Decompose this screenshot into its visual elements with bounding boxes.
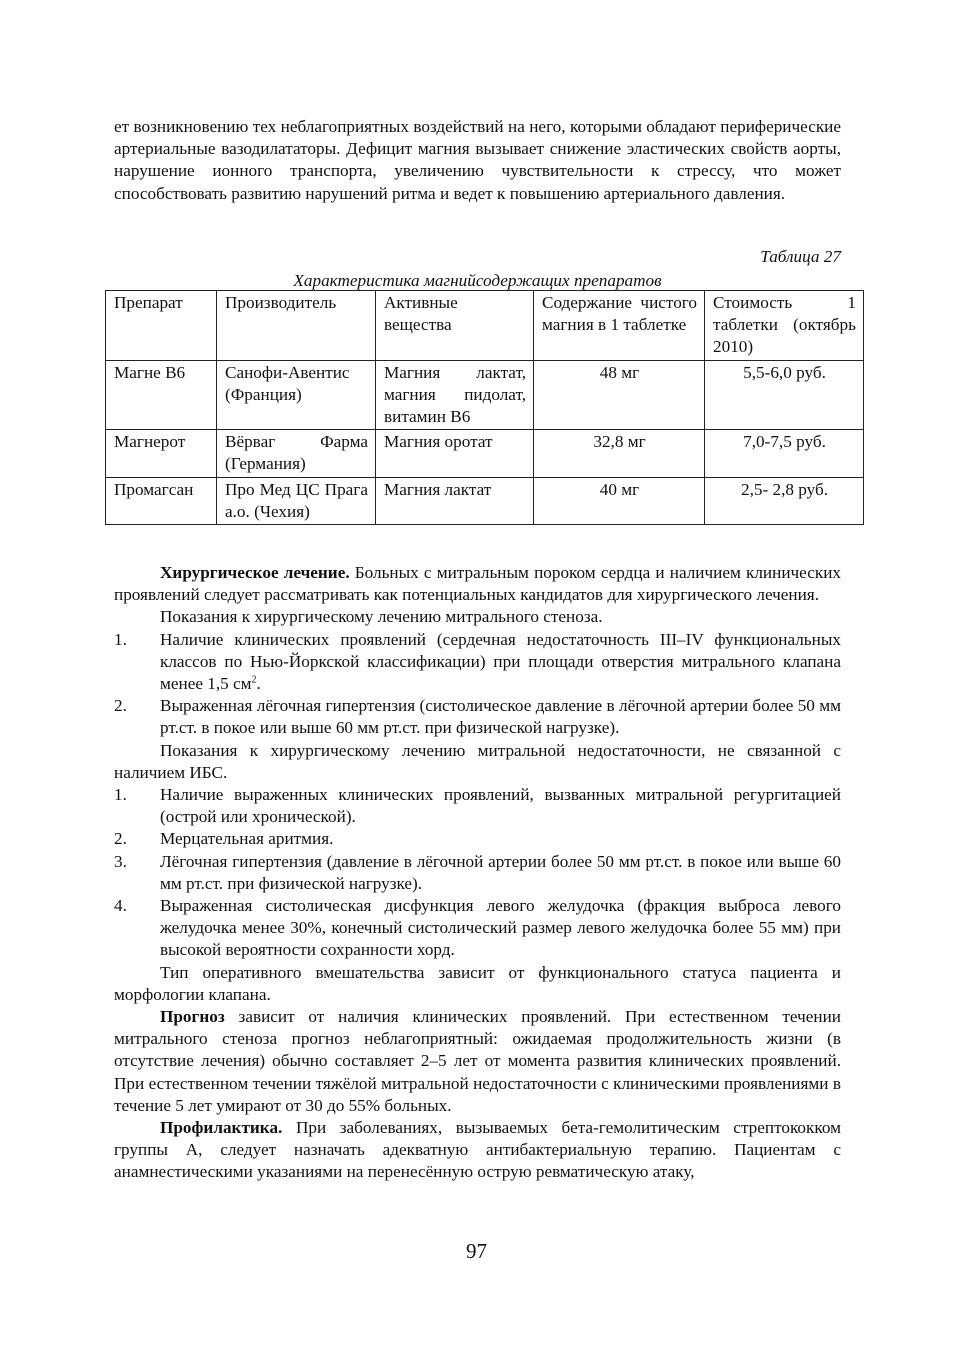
list-text: Выраженная систолическая дисфункция левого желудочка (фракция выброса левого желудочка менее 30%, конечный систолический размер левого желудочка более 55 мм) при высокой вероятности сохранности хорд. <box>160 896 841 960</box>
table-title: Характеристика магнийсодержащих препаратов <box>293 271 662 290</box>
list-item <box>114 629 841 696</box>
table-cell: Магния лактат, магния пидолат, витамин В6 <box>376 360 534 430</box>
list-text: Наличие выраженных клинических проявлений, вызванных митральной регургитацией (острой или хронической). <box>160 785 841 827</box>
table-cell: 5,5-6,0 руб. <box>705 360 864 430</box>
list-item <box>114 784 841 828</box>
table-cell: Магне В6 <box>106 360 217 430</box>
intro-paragraph: ет возникновению тех неблагоприятных воздействий на него, которыми обладают периферические артериальные вазодилататоры. Дефицит магния вызывает снижение эластических свойств аорты, нарушение ионного транспорта, увеличению чувствительности к стрессу, что может способствовать развитию нарушений ритма и ведет к повышению артериального давления. <box>114 117 841 203</box>
table-cell: Промагсан <box>106 477 217 524</box>
table-row <box>106 430 864 477</box>
list-number: 2. <box>114 696 127 716</box>
list-number: 2. <box>114 829 127 849</box>
prognosis-heading: Прогноз <box>160 1007 225 1027</box>
table-cell: 48 мг <box>534 360 705 430</box>
header-cell: Содержание чистого магния в 1 таблетке <box>534 291 705 361</box>
list-item <box>114 695 841 739</box>
table-cell: Вёрваг Фарма (Германия) <box>217 430 376 477</box>
intro-block <box>114 116 841 205</box>
list-text-main: Наличие клинических проявлений (сердечная недостаточность III–IV функциональных классов по Нью-Йоркской классификации) при площади отверстия митрального клапана менее 1,5 см <box>160 629 841 694</box>
header-cell: Препарат <box>106 291 217 361</box>
prognosis-paragraph <box>114 1006 841 1117</box>
list-number: 4. <box>114 896 127 916</box>
list-number: 3. <box>114 851 127 871</box>
table-cell: 2,5- 2,8 руб. <box>705 477 864 524</box>
table-row <box>106 477 864 524</box>
surgery-heading: Хирургическое лечение. <box>160 563 350 582</box>
prophylaxis-heading: Профилактика. <box>160 1118 283 1138</box>
table-cell: 7,0-7,5 руб. <box>705 430 864 477</box>
page-number: 97 <box>466 1239 487 1263</box>
list-text: Выраженная лёгочная гипертензия (систолическое давление в лёгочной артерии более 50 мм рт.ст. в покое или выше 60 мм рт.ст. при физической нагрузке). <box>160 696 841 738</box>
table-header-row <box>106 291 864 361</box>
list-item <box>114 895 841 962</box>
header-cell: Производитель <box>217 291 376 361</box>
surgery-paragraph <box>114 562 841 606</box>
table-cell: Про Мед ЦС Прага а.о. (Чехия) <box>217 477 376 524</box>
table-number: Таблица 27 <box>760 247 841 266</box>
prophylaxis-paragraph <box>114 1117 841 1184</box>
list-text <box>160 629 841 696</box>
table-cell: 40 мг <box>534 477 705 524</box>
prophylaxis-text: При заболеваниях, вызываемых бета-гемолитическим стрептококком группы А, следует назначать адекватную антибактериальную терапию. Пациентам с анамнестическими указаниями на перенесённую острую ревматическую атаку, <box>114 1118 841 1182</box>
list-text: Лёгочная гипертензия (давление в лёгочной артерии более 50 мм рт.ст. в покое или выше 60 мм рт.ст. при физической нагрузке). <box>160 851 841 893</box>
list-number: 1. <box>114 785 127 805</box>
list-text-tail: . <box>256 674 261 694</box>
operation-paragraph: Тип оперативного вмешательства зависит от функционального статуса пациента и морфологии клапана. <box>114 962 841 1004</box>
list-item <box>114 851 841 895</box>
table-cell: Магния оротат <box>376 430 534 477</box>
table-cell: Магнерот <box>106 430 217 477</box>
header-cell: Стоимость 1 таблетки (октябрь 2010) <box>705 291 864 361</box>
magnesium-table <box>105 290 864 525</box>
list-text: Мерцательная аритмия. <box>160 829 334 849</box>
header-cell: Активные вещества <box>376 291 534 361</box>
table-cell: Магния лактат <box>376 477 534 524</box>
stenosis-intro: Показания к хирургическому лечению митрального стеноза. <box>160 607 603 627</box>
table-cell: 32,8 мг <box>534 430 705 477</box>
table-row <box>106 360 864 430</box>
list-item <box>114 828 841 850</box>
body-text <box>114 562 841 1184</box>
list-number: 1. <box>114 629 127 649</box>
table-cell: Санофи-Авентис (Франция) <box>217 360 376 430</box>
superscript: 2 <box>251 674 257 686</box>
surgery-text: Больных с митральным пороком сердца и наличием клинических проявлений следует рассматривать как потенциальных кандидатов для хирургического лечения. <box>114 563 841 605</box>
insufficiency-intro: Показания к хирургическому лечению митральной недостаточности, не связанной с наличием ИБС. <box>114 740 841 782</box>
prognosis-text: зависит от наличия клинических проявлений. При естественном течении митрального стеноза прогноз неблагоприятный: ожидаемая продолжительность жизни (в отсутствие лечения) обычно составляет 2–5 лет от момента развития клинических проявлений. При естественном течении тяжёлой митральной недостаточности с клиническими проявлениями в течение 5 лет умирают от 30 до 55% больных. <box>114 1007 841 1115</box>
